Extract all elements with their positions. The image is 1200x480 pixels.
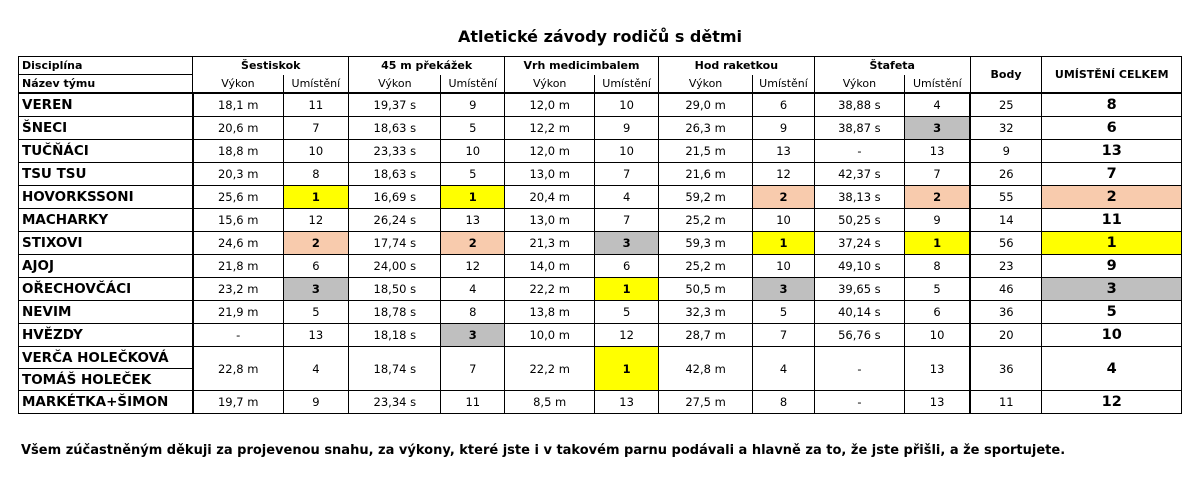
place-header: Umístění (595, 75, 659, 94)
performance-cell: 18,8 m (193, 140, 283, 163)
placement-cell: 4 (441, 278, 505, 301)
placement-cell: 1 (595, 278, 659, 301)
table-row (19, 347, 1182, 369)
table-row (19, 93, 1182, 117)
placement-cell: 8 (753, 391, 815, 414)
placement-cell: 12 (441, 255, 505, 278)
performance-cell: 13,0 m (505, 163, 595, 186)
event-header-sestiskok: Šestiskok (193, 57, 349, 75)
results-table (18, 56, 1182, 414)
total-place-cell: 9 (1042, 255, 1182, 278)
header-row-events (19, 57, 1182, 75)
placement-cell: 5 (441, 163, 505, 186)
performance-cell: 18,1 m (193, 93, 283, 117)
performance-cell: 25,6 m (193, 186, 283, 209)
placement-cell: 1 (283, 186, 349, 209)
placement-cell: 13 (595, 391, 659, 414)
placement-cell: 8 (283, 163, 349, 186)
performance-cell: 42,37 s (814, 163, 904, 186)
placement-cell: 13 (905, 391, 971, 414)
total-place-cell: 13 (1042, 140, 1182, 163)
team-name: AJOJ (19, 255, 193, 278)
performance-cell: 42,8 m (658, 347, 752, 391)
performance-cell: 18,78 s (349, 301, 441, 324)
placement-cell: 9 (595, 117, 659, 140)
placement-cell: 1 (905, 232, 971, 255)
placement-cell: 13 (283, 324, 349, 347)
table-row (19, 301, 1182, 324)
placement-cell: 3 (753, 278, 815, 301)
performance-cell: 22,2 m (505, 347, 595, 391)
performance-cell: 21,9 m (193, 301, 283, 324)
placement-cell: 4 (905, 93, 971, 117)
total-place-cell: 6 (1042, 117, 1182, 140)
performance-cell: 13,8 m (505, 301, 595, 324)
performance-cell: 25,2 m (658, 209, 752, 232)
team-name: TOMÁŠ HOLEČEK (19, 369, 193, 391)
place-header: Umístění (905, 75, 971, 94)
placement-cell: 5 (905, 278, 971, 301)
team-name: HOVORKSSONI (19, 186, 193, 209)
place-header: Umístění (283, 75, 349, 94)
performance-cell: 12,0 m (505, 140, 595, 163)
performance-cell: 39,65 s (814, 278, 904, 301)
placement-cell: 12 (595, 324, 659, 347)
placement-cell: 7 (753, 324, 815, 347)
event-header-hod: Hod raketkou (658, 57, 814, 75)
placement-cell: 9 (753, 117, 815, 140)
performance-cell: 14,0 m (505, 255, 595, 278)
placement-cell: 5 (441, 117, 505, 140)
team-name: HVĚZDY (19, 324, 193, 347)
placement-cell: 3 (283, 278, 349, 301)
performance-cell: 23,34 s (349, 391, 441, 414)
performance-cell: 18,63 s (349, 117, 441, 140)
performance-cell: 29,0 m (658, 93, 752, 117)
performance-cell: 28,7 m (658, 324, 752, 347)
performance-cell: 50,5 m (658, 278, 752, 301)
performance-cell: 24,00 s (349, 255, 441, 278)
total-place-cell: 3 (1042, 278, 1182, 301)
placement-cell: 10 (441, 140, 505, 163)
team-name: TSU TSU (19, 163, 193, 186)
total-place-cell: 5 (1042, 301, 1182, 324)
total-place-cell: 8 (1042, 93, 1182, 117)
placement-cell: 13 (753, 140, 815, 163)
placement-cell: 8 (905, 255, 971, 278)
team-name: STIXOVI (19, 232, 193, 255)
performance-cell: 16,69 s (349, 186, 441, 209)
placement-cell: 1 (441, 186, 505, 209)
performance-cell: 19,37 s (349, 93, 441, 117)
page-title: Atletické závody rodičů s dětmi (457, 27, 743, 46)
footer-note: Všem zúčastněným děkuji za projevenou snahu, za výkony, které jste i v takovém parnu podávali a hlavně za to, že jste přišli, a že sportujete. (21, 443, 1066, 458)
performance-cell: 37,24 s (814, 232, 904, 255)
place-header: Umístění (441, 75, 505, 94)
table-row (19, 391, 1182, 414)
placement-cell: 10 (905, 324, 971, 347)
placement-cell: 12 (283, 209, 349, 232)
placement-cell: 10 (595, 93, 659, 117)
performance-cell: 56,76 s (814, 324, 904, 347)
perf-header: Výkon (349, 75, 441, 94)
table-row (19, 186, 1182, 209)
event-header-prekazky: 45 m překážek (349, 57, 505, 75)
placement-cell: 8 (441, 301, 505, 324)
performance-cell: 12,2 m (505, 117, 595, 140)
placement-cell: 2 (283, 232, 349, 255)
points-cell: 25 (970, 93, 1042, 117)
performance-cell: 32,3 m (658, 301, 752, 324)
placement-cell: 1 (753, 232, 815, 255)
placement-cell: 10 (753, 209, 815, 232)
placement-cell: 7 (441, 347, 505, 391)
performance-cell: 20,3 m (193, 163, 283, 186)
total-place-cell: 4 (1042, 347, 1182, 391)
points-cell: 11 (970, 391, 1042, 414)
perf-header: Výkon (658, 75, 752, 94)
placement-cell: 9 (283, 391, 349, 414)
performance-cell: 18,50 s (349, 278, 441, 301)
performance-cell: 22,8 m (193, 347, 283, 391)
placement-cell: 7 (905, 163, 971, 186)
placement-cell: 4 (595, 186, 659, 209)
points-cell: 20 (970, 324, 1042, 347)
table-row (19, 232, 1182, 255)
performance-cell: 24,6 m (193, 232, 283, 255)
performance-cell: 21,8 m (193, 255, 283, 278)
points-cell: 36 (970, 347, 1042, 391)
placement-cell: 12 (753, 163, 815, 186)
team-name: VEREN (19, 93, 193, 117)
performance-cell: 13,0 m (505, 209, 595, 232)
performance-cell: 10,0 m (505, 324, 595, 347)
placement-cell: 2 (905, 186, 971, 209)
placement-cell: 2 (441, 232, 505, 255)
event-header-stafeta: Štafeta (814, 57, 970, 75)
points-cell: 26 (970, 163, 1042, 186)
placement-cell: 6 (905, 301, 971, 324)
placement-cell: 7 (283, 117, 349, 140)
placement-cell: 3 (441, 324, 505, 347)
table-row (19, 163, 1182, 186)
points-header: Body (970, 57, 1042, 94)
table-row (19, 278, 1182, 301)
performance-cell: - (814, 347, 904, 391)
place-header: Umístění (753, 75, 815, 94)
performance-cell: 49,10 s (814, 255, 904, 278)
performance-cell: - (814, 140, 904, 163)
placement-cell: 6 (595, 255, 659, 278)
placement-cell: 3 (905, 117, 971, 140)
performance-cell: 38,13 s (814, 186, 904, 209)
event-header-vrh: Vrh medicimbalem (505, 57, 659, 75)
performance-cell: 18,74 s (349, 347, 441, 391)
performance-cell: 23,33 s (349, 140, 441, 163)
points-cell: 9 (970, 140, 1042, 163)
team-name: NEVIM (19, 301, 193, 324)
points-cell: 56 (970, 232, 1042, 255)
placement-cell: 6 (753, 93, 815, 117)
performance-cell: 26,24 s (349, 209, 441, 232)
performance-cell: 19,7 m (193, 391, 283, 414)
perf-header: Výkon (505, 75, 595, 94)
placement-cell: 7 (595, 209, 659, 232)
placement-cell: 5 (595, 301, 659, 324)
points-cell: 32 (970, 117, 1042, 140)
performance-cell: - (193, 324, 283, 347)
team-name: MACHARKY (19, 209, 193, 232)
performance-cell: 21,5 m (658, 140, 752, 163)
performance-cell: 17,74 s (349, 232, 441, 255)
team-name: TUČŇÁCI (19, 140, 193, 163)
performance-cell: 23,2 m (193, 278, 283, 301)
total-place-cell: 12 (1042, 391, 1182, 414)
placement-cell: 11 (441, 391, 505, 414)
table-row (19, 140, 1182, 163)
table-row (19, 255, 1182, 278)
performance-cell: 15,6 m (193, 209, 283, 232)
table-row (19, 209, 1182, 232)
perf-header: Výkon (814, 75, 904, 94)
placement-cell: 13 (905, 140, 971, 163)
performance-cell: 27,5 m (658, 391, 752, 414)
performance-cell: 18,63 s (349, 163, 441, 186)
discipline-label: Disciplína (19, 57, 193, 75)
placement-cell: 7 (595, 163, 659, 186)
performance-cell: 21,3 m (505, 232, 595, 255)
placement-cell: 13 (441, 209, 505, 232)
performance-cell: 59,3 m (658, 232, 752, 255)
placement-cell: 9 (905, 209, 971, 232)
total-place-cell: 2 (1042, 186, 1182, 209)
performance-cell: 50,25 s (814, 209, 904, 232)
points-cell: 46 (970, 278, 1042, 301)
placement-cell: 10 (753, 255, 815, 278)
points-cell: 23 (970, 255, 1042, 278)
team-name: MARKÉTKA+ŠIMON (19, 391, 193, 414)
performance-cell: 59,2 m (658, 186, 752, 209)
placement-cell: 6 (283, 255, 349, 278)
performance-cell: 40,14 s (814, 301, 904, 324)
placement-cell: 9 (441, 93, 505, 117)
team-label: Název týmu (19, 75, 193, 94)
placement-cell: 5 (283, 301, 349, 324)
placement-cell: 13 (905, 347, 971, 391)
placement-cell: 2 (753, 186, 815, 209)
placement-cell: 11 (283, 93, 349, 117)
performance-cell: 12,0 m (505, 93, 595, 117)
performance-cell: 8,5 m (505, 391, 595, 414)
perf-header: Výkon (193, 75, 283, 94)
total-place-cell: 11 (1042, 209, 1182, 232)
total-place-cell: 10 (1042, 324, 1182, 347)
total-place-cell: 1 (1042, 232, 1182, 255)
performance-cell: 22,2 m (505, 278, 595, 301)
performance-cell: 38,88 s (814, 93, 904, 117)
placement-cell: 4 (753, 347, 815, 391)
performance-cell: 21,6 m (658, 163, 752, 186)
performance-cell: 20,4 m (505, 186, 595, 209)
total-header: UMÍSTĚNÍ CELKEM (1042, 57, 1182, 94)
table-row (19, 117, 1182, 140)
performance-cell: 25,2 m (658, 255, 752, 278)
total-place-cell: 7 (1042, 163, 1182, 186)
points-cell: 55 (970, 186, 1042, 209)
team-name: ŠNECI (19, 117, 193, 140)
team-name: OŘECHOVČÁCI (19, 278, 193, 301)
placement-cell: 4 (283, 347, 349, 391)
performance-cell: 38,87 s (814, 117, 904, 140)
placement-cell: 5 (753, 301, 815, 324)
performance-cell: 26,3 m (658, 117, 752, 140)
placement-cell: 3 (595, 232, 659, 255)
placement-cell: 10 (595, 140, 659, 163)
placement-cell: 10 (283, 140, 349, 163)
placement-cell: 1 (595, 347, 659, 391)
points-cell: 14 (970, 209, 1042, 232)
performance-cell: 18,18 s (349, 324, 441, 347)
team-name: VERČA HOLEČKOVÁ (19, 347, 193, 369)
table-row (19, 324, 1182, 347)
performance-cell: 20,6 m (193, 117, 283, 140)
points-cell: 36 (970, 301, 1042, 324)
performance-cell: - (814, 391, 904, 414)
